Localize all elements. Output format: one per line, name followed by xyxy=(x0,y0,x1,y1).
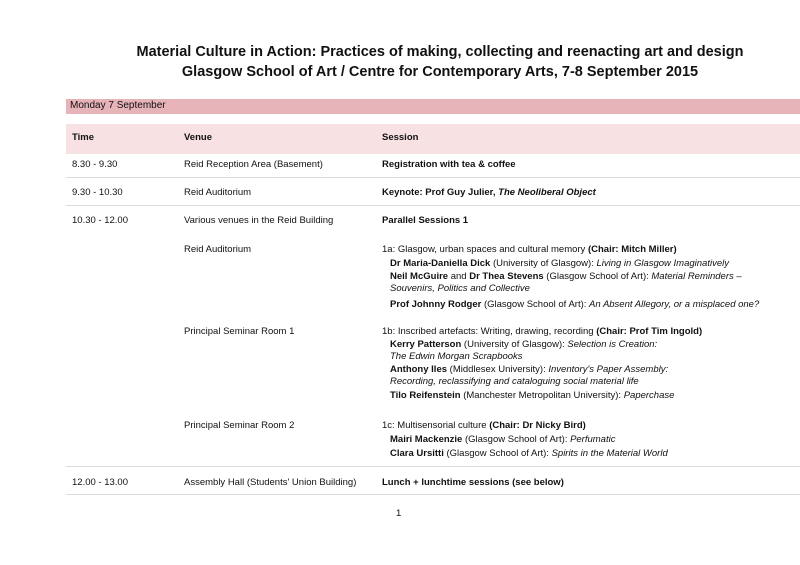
row-venue: Principal Seminar Room 2 xyxy=(184,420,295,431)
row-time: 10.30 - 12.00 xyxy=(72,215,128,226)
row-venue: Reid Auditorium xyxy=(184,244,252,255)
document-subtitle: Glasgow School of Art / Centre for Contemporary Arts, 7-8 September 2015 xyxy=(181,64,699,80)
row-venue: Principal Seminar Room 1 xyxy=(184,326,295,337)
presenter-line: Clara Ursitti (Glasgow School of Art): Spirits in the Material World xyxy=(390,448,668,459)
session-heading: 1a: Glasgow, urban spaces and cultural memory (Chair: Mitch Miller) xyxy=(382,244,677,255)
column-header-venue: Venue xyxy=(184,132,212,143)
row-divider xyxy=(66,205,800,206)
row-session: Parallel Sessions 1 xyxy=(382,215,469,226)
session-heading: 1c: Multisensorial culture (Chair: Dr Nicky Bird) xyxy=(382,420,586,431)
presenter-line: Neil McGuire and Dr Thea Stevens (Glasgow School of Art): Material Reminders – xyxy=(390,271,742,282)
presenter-line: Tilo Reifenstein (Manchester Metropolitan University): Paperchase xyxy=(390,390,675,401)
row-session: Registration with tea & coffee xyxy=(382,159,516,170)
session-heading: 1b: Inscribed artefacts: Writing, drawing, recording (Chair: Prof Tim Ingold) xyxy=(382,326,703,337)
row-time: 12.00 - 13.00 xyxy=(72,477,128,488)
row-session: Keynote: Prof Guy Julier, The Neoliberal Object xyxy=(382,187,596,198)
row-time: 8.30 - 9.30 xyxy=(72,159,118,170)
day-label: Monday 7 September xyxy=(70,100,166,111)
column-header-session: Session xyxy=(382,132,419,143)
presenter-title-continued: Souvenirs, Politics and Collective xyxy=(390,283,530,294)
row-venue: Reid Reception Area (Basement) xyxy=(184,159,323,170)
presenter-line: Anthony Iles (Middlesex University): Inventory's Paper Assembly: xyxy=(390,364,669,375)
presenter-line: Prof Johnny Rodger (Glasgow School of Art): An Absent Allegory, or a misplaced one? xyxy=(390,299,760,310)
row-divider xyxy=(66,494,800,495)
row-divider xyxy=(66,177,800,178)
presenter-line: Dr Maria-Daniella Dick (University of Glasgow): Living in Glasgow Imaginatively xyxy=(390,258,729,269)
presenter-line: Mairi Mackenzie (Glasgow School of Art): Perfumatic xyxy=(390,434,616,445)
presenter-title-continued: The Edwin Morgan Scrapbooks xyxy=(390,351,523,362)
row-time: 9.30 - 10.30 xyxy=(72,187,123,198)
row-divider xyxy=(66,466,800,467)
presenter-line: Kerry Patterson (University of Glasgow): Selection is Creation: xyxy=(390,339,658,350)
day-band xyxy=(66,99,800,114)
presenter-title-continued: Recording, reclassifying and cataloguing social material life xyxy=(390,376,639,387)
row-venue: Reid Auditorium xyxy=(184,187,252,198)
row-session: Lunch + lunchtime sessions (see below) xyxy=(382,477,564,488)
row-venue: Assembly Hall (Students' Union Building) xyxy=(184,477,357,488)
header-band xyxy=(66,124,800,154)
document-title: Material Culture in Action: Practices of making, collecting and reenacting art and design xyxy=(136,44,744,60)
column-header-time: Time xyxy=(72,132,95,143)
row-venue: Various venues in the Reid Building xyxy=(184,215,334,226)
page-number: 1 xyxy=(396,508,402,519)
